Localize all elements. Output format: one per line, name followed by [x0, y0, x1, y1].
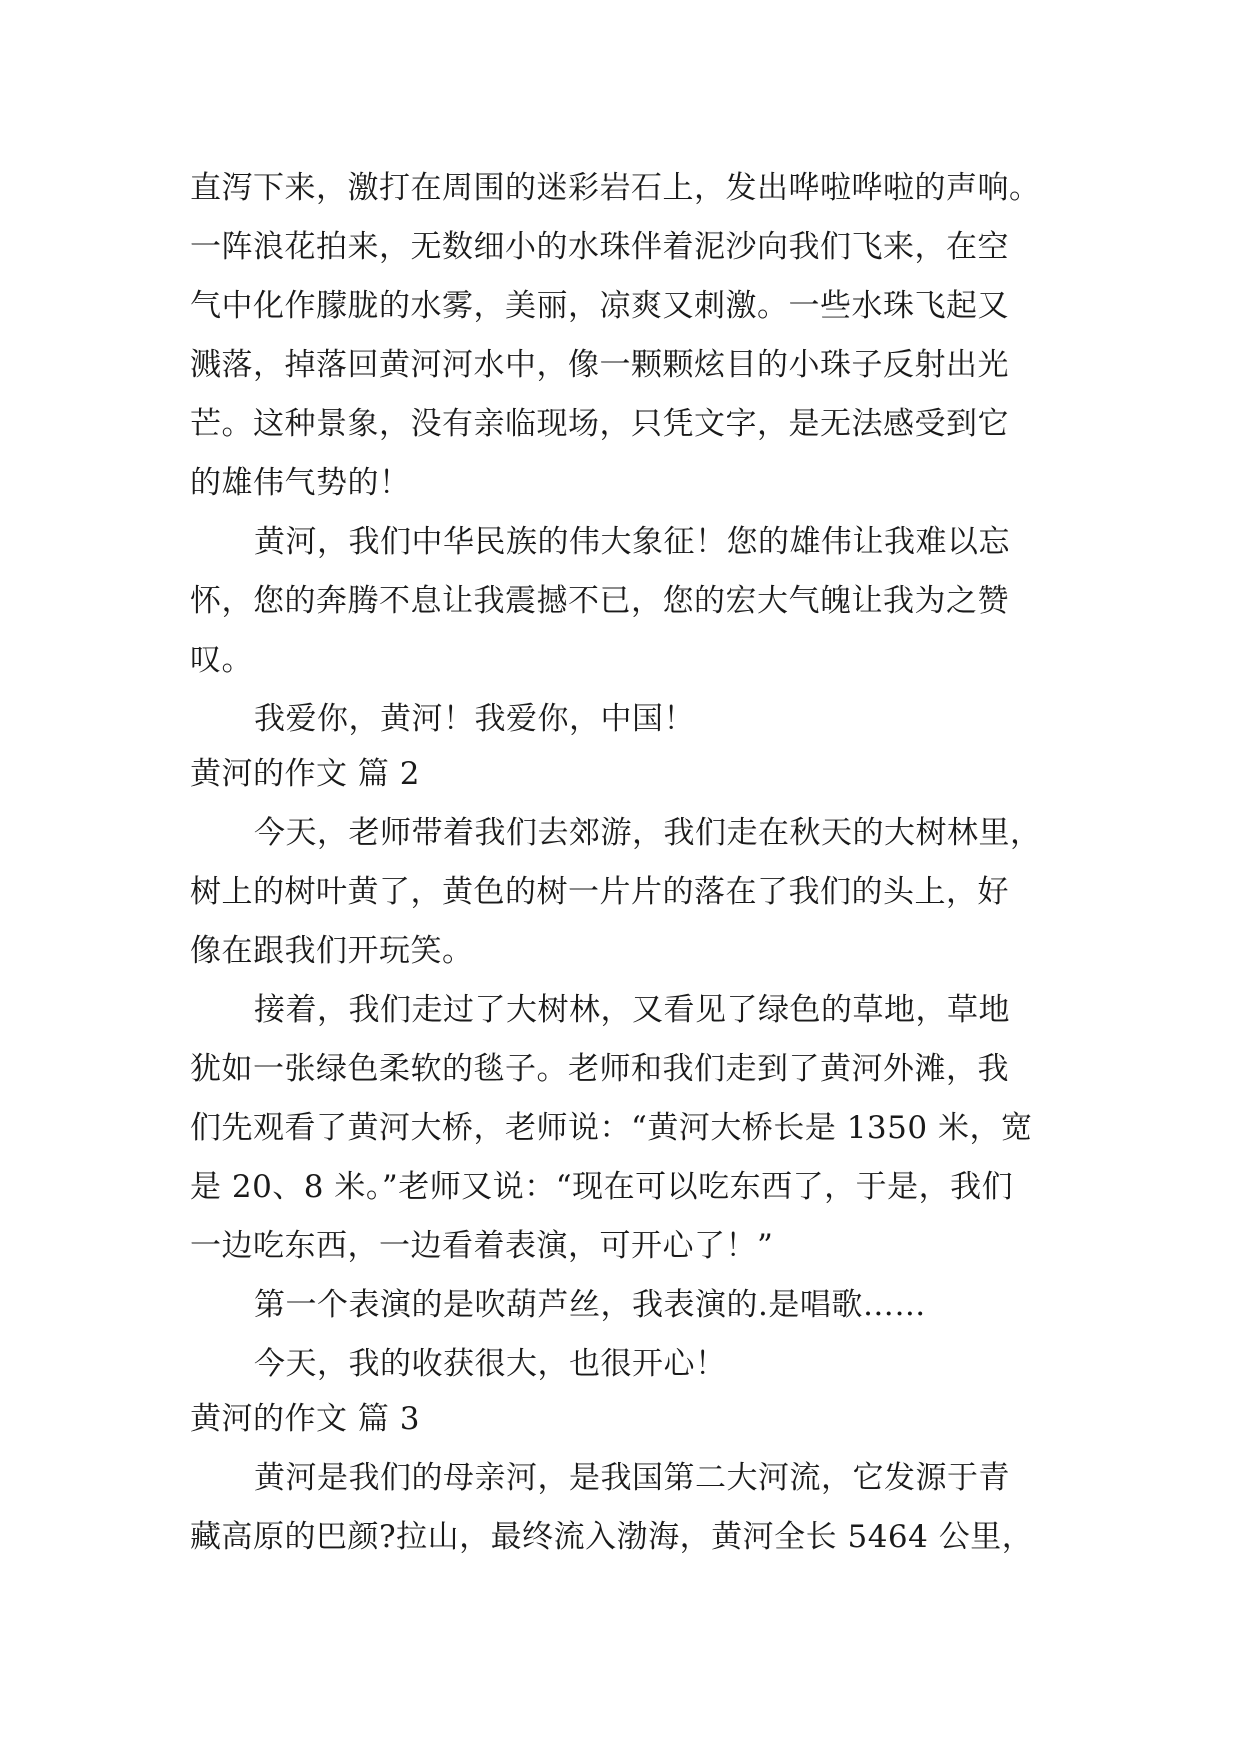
text-line: 像在跟我们开玩笑。 — [190, 933, 474, 969]
section-heading: 黄河的作文 篇 2 — [190, 756, 420, 792]
paragraph-start: 黄河是我们的母亲河，是我国第二大河流，它发源于青 — [254, 1460, 1010, 1496]
text-line: 树上的树叶黄了，黄色的树一片片的落在了我们的头上，好 — [190, 874, 1009, 910]
paragraph-start: 我爱你，黄河！我爱你，中国！ — [254, 701, 695, 737]
section-heading: 黄河的作文 篇 3 — [190, 1401, 420, 1437]
text-line: 溅落，掉落回黄河河水中，像一颗颗炫目的小珠子反射出光 — [190, 347, 1009, 383]
text-line: 的雄伟气势的！ — [190, 465, 411, 501]
paragraph-start: 今天，我的收获很大，也很开心！ — [254, 1346, 727, 1382]
text-line: 气中化作朦胧的水雾，美丽，凉爽又刺激。一些水珠飞起又 — [190, 288, 1009, 324]
paragraph-start: 黄河，我们中华民族的伟大象征！您的雄伟让我难以忘 — [254, 524, 1010, 560]
text-line: 是 20、8 米。”老师又说：“现在可以吃东西了，于是，我们 — [190, 1169, 1014, 1205]
text-line: 们先观看了黄河大桥，老师说：“黄河大桥长是 1350 米，宽 — [190, 1110, 1033, 1146]
text-line: 直泻下来，激打在周围的迷彩岩石上，发出哗啦哗啦的声响。 — [190, 170, 1041, 206]
text-line: 藏高原的巴颜?拉山，最终流入渤海，黄河全长 5464 公里， — [190, 1519, 1034, 1555]
text-line: 一边吃东西，一边看着表演，可开心了！” — [190, 1228, 774, 1264]
text-line: 一阵浪花拍来，无数细小的水珠伴着泥沙向我们飞来，在空 — [190, 229, 1009, 265]
paragraph-start: 今天，老师带着我们去郊游，我们走在秋天的大树林里， — [254, 815, 1042, 851]
text-line: 叹。 — [190, 642, 253, 678]
paragraph-start: 接着，我们走过了大树林，又看见了绿色的草地，草地 — [254, 992, 1010, 1028]
text-line: 芒。这种景象，没有亲临现场，只凭文字，是无法感受到它 — [190, 406, 1009, 442]
paragraph-start: 第一个表演的是吹葫芦丝，我表演的.是唱歌…… — [254, 1287, 926, 1323]
text-line: 怀，您的奔腾不息让我震撼不已，您的宏大气魄让我为之赞 — [190, 583, 1009, 619]
text-line: 犹如一张绿色柔软的毯子。老师和我们走到了黄河外滩，我 — [190, 1051, 1009, 1087]
